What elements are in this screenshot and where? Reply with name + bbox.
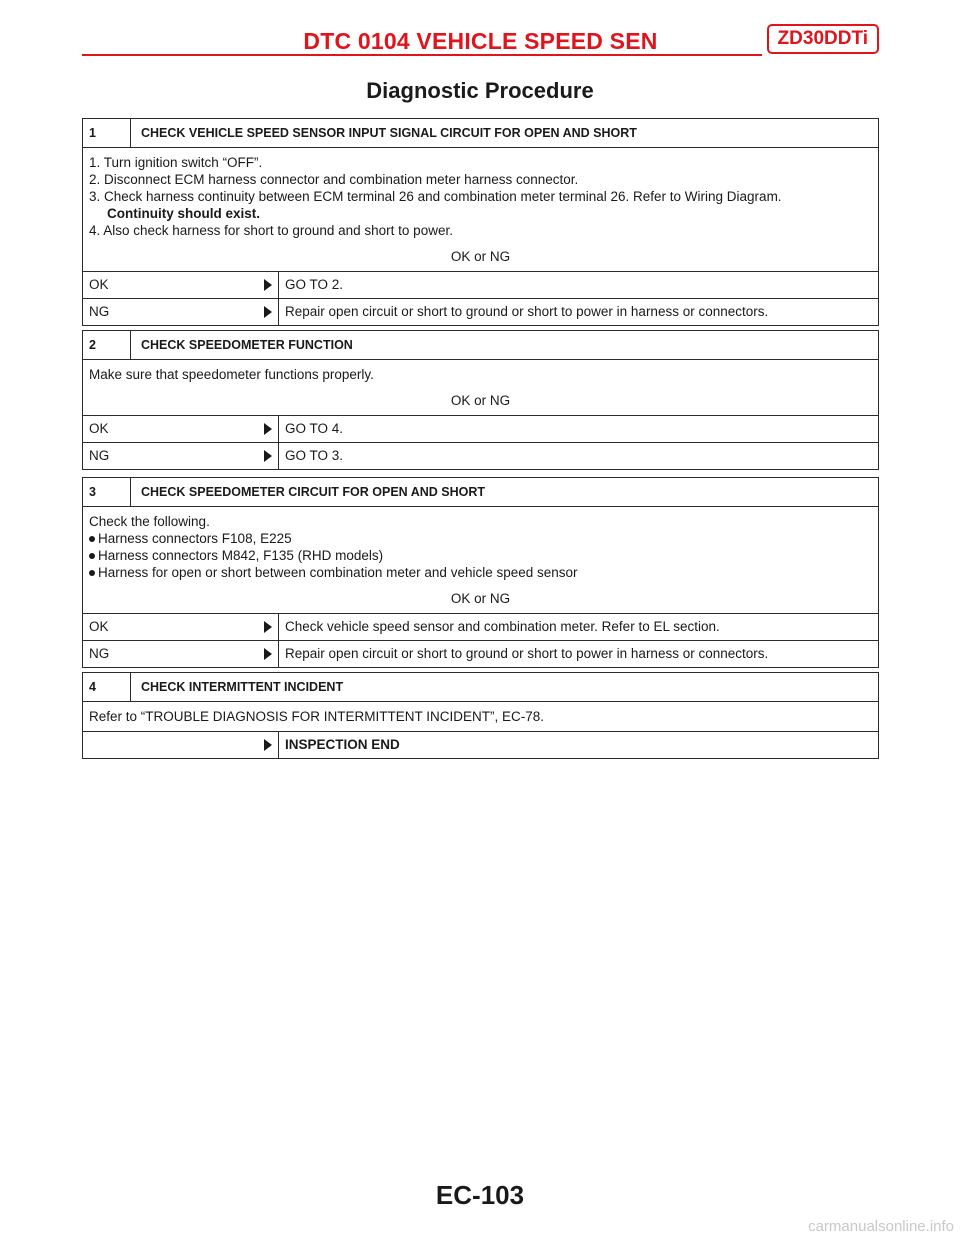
arrow-right-icon bbox=[264, 306, 272, 318]
ok-or-ng-label: OK or NG bbox=[450, 249, 511, 264]
step-body bbox=[83, 507, 878, 614]
result-action: Check vehicle speed sensor and combination meter. Refer to EL section. bbox=[285, 619, 720, 634]
result-action: Repair open circuit or short to ground or short to power in harness or connectors. bbox=[285, 304, 769, 319]
step-header bbox=[83, 331, 878, 360]
arrow-right-icon bbox=[264, 739, 272, 751]
step-4 bbox=[82, 672, 879, 759]
result-label: NG bbox=[89, 304, 110, 319]
instruction-line: Check the following. bbox=[89, 514, 210, 529]
bullet-icon bbox=[89, 570, 95, 576]
result-action: Repair open circuit or short to ground or short to power in harness or connectors. bbox=[285, 646, 769, 661]
ok-or-ng-label: OK or NG bbox=[450, 393, 511, 408]
checklist-item: Harness connectors F108, E225 bbox=[98, 531, 292, 546]
result-row bbox=[83, 299, 878, 325]
result-row bbox=[83, 732, 878, 758]
header-divider bbox=[82, 54, 762, 56]
watermark: carmanualsonline.info bbox=[808, 1218, 954, 1235]
result-action: GO TO 4. bbox=[285, 421, 344, 436]
instruction-line: 3. Check harness continuity between ECM terminal 26 and combination meter terminal 26. Refer to Wiring Diagram. bbox=[89, 189, 782, 204]
result-row bbox=[83, 272, 878, 299]
result-label: NG bbox=[89, 646, 110, 661]
instruction-line: Refer to “TROUBLE DIAGNOSIS FOR INTERMITTENT INCIDENT”, EC-78. bbox=[89, 709, 545, 724]
result-label: OK bbox=[89, 277, 109, 292]
step-header bbox=[83, 119, 878, 148]
instruction-line: Make sure that speedometer functions properly. bbox=[89, 367, 374, 382]
arrow-right-icon bbox=[264, 450, 272, 462]
page-title: Diagnostic Procedure bbox=[366, 78, 594, 103]
result-row bbox=[83, 416, 878, 443]
step-number: 1 bbox=[83, 119, 131, 147]
result-label: OK bbox=[89, 619, 109, 634]
checklist-item: Harness connectors M842, F135 (RHD models) bbox=[98, 548, 384, 563]
step-body bbox=[83, 148, 878, 272]
step-title: CHECK SPEEDOMETER FUNCTION bbox=[141, 338, 353, 352]
step-title: CHECK INTERMITTENT INCIDENT bbox=[141, 680, 344, 694]
step-number: 3 bbox=[83, 478, 131, 506]
arrow-right-icon bbox=[264, 423, 272, 435]
result-row bbox=[83, 641, 878, 667]
step-number: 4 bbox=[83, 673, 131, 701]
result-action: GO TO 2. bbox=[285, 277, 344, 292]
result-row bbox=[83, 614, 878, 641]
arrow-right-icon bbox=[264, 279, 272, 291]
section-title: DTC 0104 VEHICLE SPEED SEN bbox=[303, 28, 658, 54]
step-3 bbox=[82, 477, 879, 668]
instruction-line: 2. Disconnect ECM harness connector and combination meter harness connector. bbox=[89, 172, 579, 187]
arrow-right-icon bbox=[264, 648, 272, 660]
engine-badge: ZD30DDTi bbox=[767, 24, 879, 54]
step-header bbox=[83, 673, 878, 702]
page-header bbox=[82, 24, 879, 54]
result-label: OK bbox=[89, 421, 109, 436]
checklist-item: Harness for open or short between combination meter and vehicle speed sensor bbox=[98, 565, 578, 580]
step-1 bbox=[82, 118, 879, 326]
ok-or-ng-label: OK or NG bbox=[450, 591, 511, 606]
step-header bbox=[83, 478, 878, 507]
result-row bbox=[83, 443, 878, 469]
bullet-icon bbox=[89, 553, 95, 559]
result-label: NG bbox=[89, 448, 110, 463]
step-body bbox=[83, 360, 878, 416]
result-action: INSPECTION END bbox=[285, 737, 400, 752]
instruction-line: 1. Turn ignition switch “OFF”. bbox=[89, 155, 263, 170]
step-title: CHECK VEHICLE SPEED SENSOR INPUT SIGNAL CIRCUIT FOR OPEN AND SHORT bbox=[141, 126, 637, 140]
page-number: EC-103 bbox=[435, 1180, 525, 1210]
bullet-icon bbox=[89, 536, 95, 542]
spec-note: Continuity should exist. bbox=[107, 206, 261, 221]
step-title: CHECK SPEEDOMETER CIRCUIT FOR OPEN AND SHORT bbox=[141, 485, 486, 499]
step-body bbox=[83, 702, 878, 732]
result-action: GO TO 3. bbox=[285, 448, 344, 463]
instruction-line: 4. Also check harness for short to ground and short to power. bbox=[89, 223, 453, 238]
step-2 bbox=[82, 330, 879, 470]
arrow-right-icon bbox=[264, 621, 272, 633]
step-number: 2 bbox=[83, 331, 131, 359]
